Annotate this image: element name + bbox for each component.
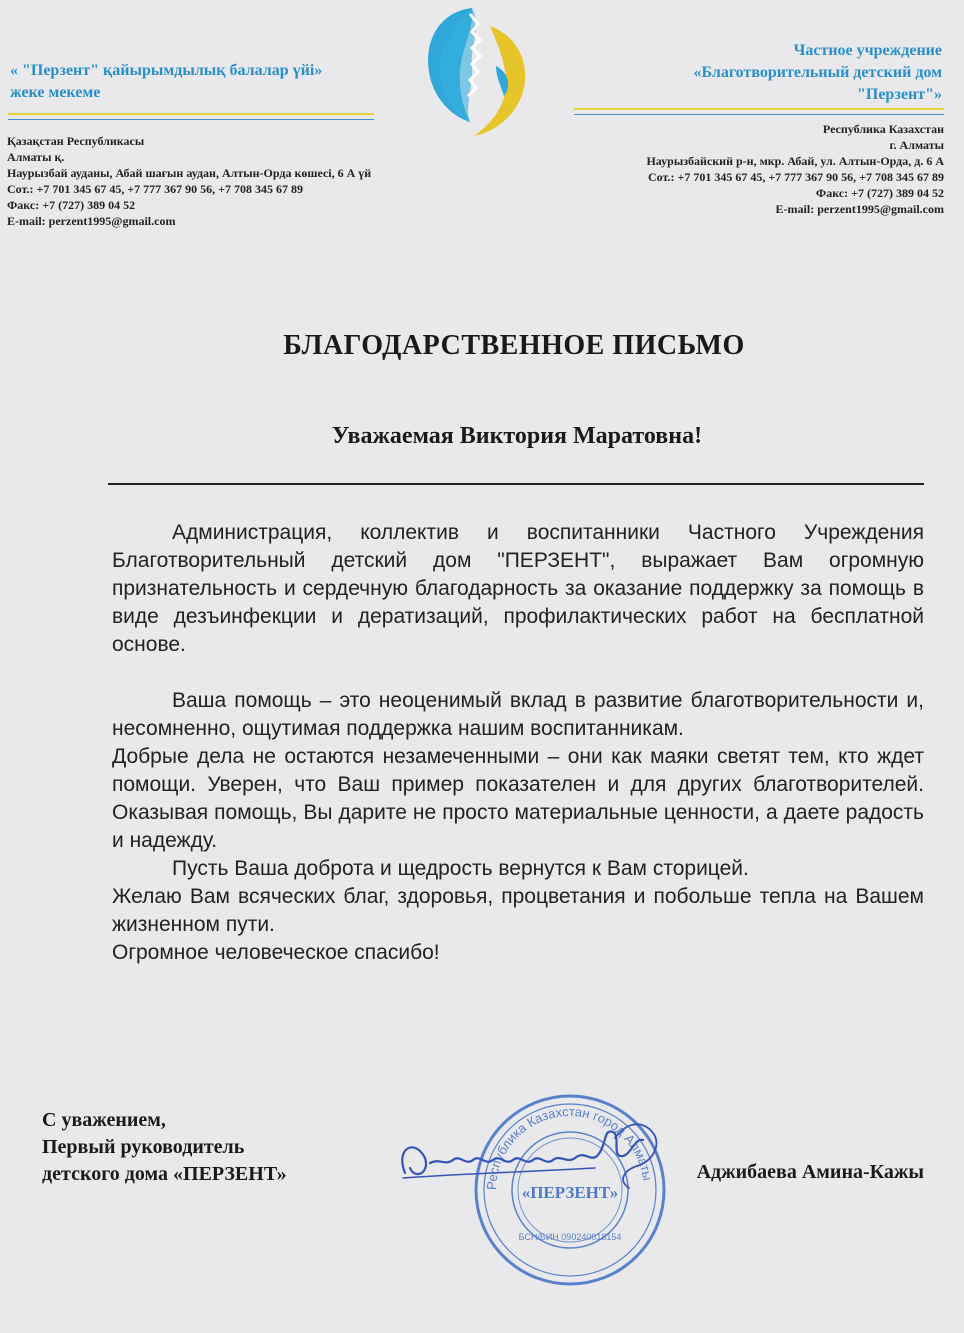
header-ru-title	[562, 40, 942, 106]
ru-address-line: Наурызбайский р-н, мкр. Абай, ул. Алтын-Орда, д. 6 А	[646, 154, 944, 168]
body-paragraph-3: Добрые дела не остаются незамеченными – они как маяки светят тем, кто ждет помощи. Уверен, что Ваш пример показателен и для других благотворителей. Оказывая помощь, Вы дарите не просто материальные ценности, а даете радость и надежду.	[112, 745, 924, 852]
kz-address-line: Қазақстан Республикасы	[7, 134, 145, 148]
body-paragraph-6: Огромное человеческое спасибо!	[112, 941, 440, 964]
header-ru-blue-rule	[574, 114, 944, 115]
header-kz-yellow-rule	[8, 113, 374, 115]
kz-address-line: Алматы қ.	[7, 150, 65, 164]
letter-title: БЛАГОДАРСТВЕННОЕ ПИСЬМО	[283, 330, 745, 361]
stamp-center-text: «ПЕРЗЕНТ»	[521, 1183, 619, 1202]
header-ru-title-line3: "Перзент"»	[856, 86, 942, 103]
stamp-bin-text: БСН/БИН 090240018154	[518, 1232, 622, 1242]
perzent-logo-icon	[412, 6, 542, 138]
ru-address-line: Факс: +7 (727) 389 04 52	[815, 186, 944, 200]
sign-position: Первый руководитель	[42, 1136, 245, 1158]
greeting-divider	[108, 483, 924, 485]
letter-greeting: Уважаемая Виктория Маратовна!	[331, 423, 703, 449]
ru-address-line: E-mail: perzent1995@gmail.com	[775, 202, 944, 216]
signatory-name: Аджибаева Амина-Кажы	[696, 1161, 924, 1183]
header-kz-title-line1: « "Перзент" қайырымдылық балалар үйі»	[10, 62, 323, 79]
body-paragraph-5: Желаю Вам всяческих благ, здоровья, процветания и побольше тепла на Вашем жизненном пути.	[112, 885, 924, 936]
header-ru-address	[646, 121, 944, 217]
sign-regards: С уважением,	[42, 1109, 166, 1131]
header-kz-address	[7, 133, 371, 229]
header-ru-yellow-rule	[574, 108, 944, 110]
signature-block	[42, 1107, 287, 1188]
stamp-outer-text: Республика Казахстан город Алматы	[483, 1103, 656, 1191]
kz-address-line: Сот.: +7 701 345 67 45, +7 777 367 90 56, +7 708 345 67 89	[7, 182, 304, 196]
body-paragraph-2: Ваша помощь – это неоценимый вклад в развитие благотворительности и, несомненно, ощутимая поддержка нашим воспитанникам.	[112, 689, 924, 740]
kz-address-line: E-mail: perzent1995@gmail.com	[7, 214, 176, 228]
kz-address-line: Наурызбай ауданы, Абай шағын аудан, Алтын-Орда көшесі, 6 А үй	[7, 166, 372, 180]
ru-address-line: Сот.: +7 701 345 67 45, +7 777 367 90 56, +7 708 345 67 89	[647, 170, 944, 184]
body-paragraph-4: Пусть Ваша доброта и щедрость вернутся к Вам сторицей.	[172, 857, 749, 880]
ru-address-line: г. Алматы	[889, 138, 944, 152]
body-paragraph-1: Администрация, коллектив и воспитанники Частного Учреждения Благотворительный детский дом "ПЕРЗЕНТ", выражает Вам огромную признательность и сердечную благодарность за оказание поддержку за помощь в виде дезъинфекции и дератизаций, профилактических работ на бесплатной основе.	[112, 521, 924, 656]
handwritten-signature-icon	[385, 1118, 685, 1198]
header-ru-title-line1: Частное учреждение	[793, 42, 942, 59]
header-kz-title-line2: жеке мекеме	[10, 84, 101, 101]
kz-address-line: Факс: +7 (727) 389 04 52	[7, 198, 136, 212]
ru-address-line: Республика Казахстан	[822, 122, 944, 136]
header-kz-title	[10, 60, 410, 104]
header-ru-title-line2: «Благотворительный детский дом	[693, 64, 942, 81]
sign-organization: детского дома «ПЕРЗЕНТ»	[42, 1163, 287, 1185]
header-kz-blue-rule	[8, 119, 374, 120]
letter-body	[112, 519, 924, 967]
